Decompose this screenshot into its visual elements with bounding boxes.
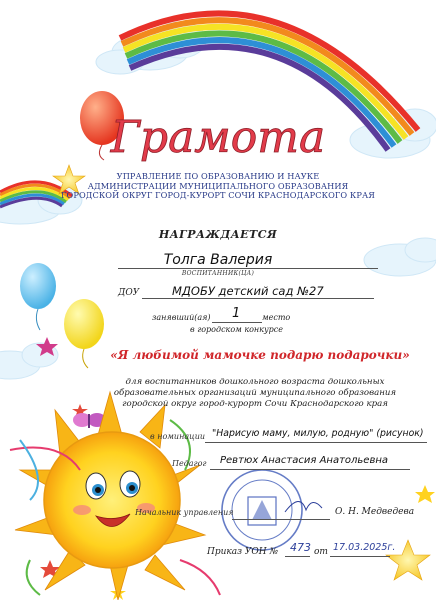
award-label: НАГРАЖДАЕТСЯ — [158, 228, 278, 241]
recipient-caption: ВОСПИТАННИК(ЦА) — [181, 270, 255, 277]
issuing-organization — [0, 172, 436, 201]
place-value: 1 — [232, 306, 241, 321]
description-line: для воспитанников дошкольного возраста дошкольных — [125, 377, 385, 387]
yellow-balloon — [64, 299, 104, 368]
order-label: Приказ УОН № — [207, 547, 279, 557]
nomination-value: "Нарисую маму, милую, родную" (рисунок) — [212, 428, 424, 439]
signature-line — [232, 519, 330, 520]
order-number-line — [285, 556, 310, 557]
nomination-line — [205, 442, 427, 443]
head-title: Начальник управления — [135, 508, 234, 517]
contest-title: «Я любимой мамочке подарю подарочки» — [110, 348, 410, 362]
order-date: 17.03.2025г. — [333, 542, 396, 553]
order-from: от — [314, 547, 328, 557]
order-number: 473 — [290, 541, 311, 554]
dou-label: ДОУ — [118, 288, 140, 298]
org-line: АДМИНИСТРАЦИИ МУНИЦИПАЛЬНОГО ОБРАЗОВАНИЯ — [87, 180, 349, 191]
place-line — [212, 322, 262, 323]
head-signature — [285, 501, 322, 512]
official-stamp — [222, 470, 302, 550]
recipient-line — [118, 268, 378, 269]
certificate-title: Грамота — [110, 112, 326, 163]
order-date-line — [330, 556, 390, 557]
description-line: образовательных организаций муниципального образования — [113, 388, 397, 398]
head-name: О. Н. Медведева — [335, 507, 415, 517]
recipient-name: Толга Валерия — [163, 252, 273, 268]
teacher-label: Педагог — [172, 459, 207, 468]
org-line: ГОРОДСКОЙ ОКРУГ ГОРОД-КУРОРТ СОЧИ КРАСНОДАРСКОГО КРАЯ — [61, 190, 375, 201]
description-line: городской округ город-курорт Сочи Краснодарского края — [122, 399, 388, 409]
contest-intro: в городском конкурсе — [190, 325, 283, 334]
org-line: УПРАВЛЕНИЕ ПО ОБРАЗОВАНИЮ И НАУКЕ — [116, 171, 320, 181]
dou-line — [142, 298, 374, 299]
teacher-line — [210, 469, 410, 470]
teacher-name: Ревтюх Анастасия Анатольевна — [220, 455, 389, 466]
contest-description — [95, 377, 415, 410]
nomination-label: в номинации — [150, 432, 205, 441]
place-suffix: место — [262, 313, 291, 322]
dou-value: МДОБУ детский сад №27 — [172, 284, 324, 298]
place-prefix: занявший(ая) — [152, 313, 211, 322]
